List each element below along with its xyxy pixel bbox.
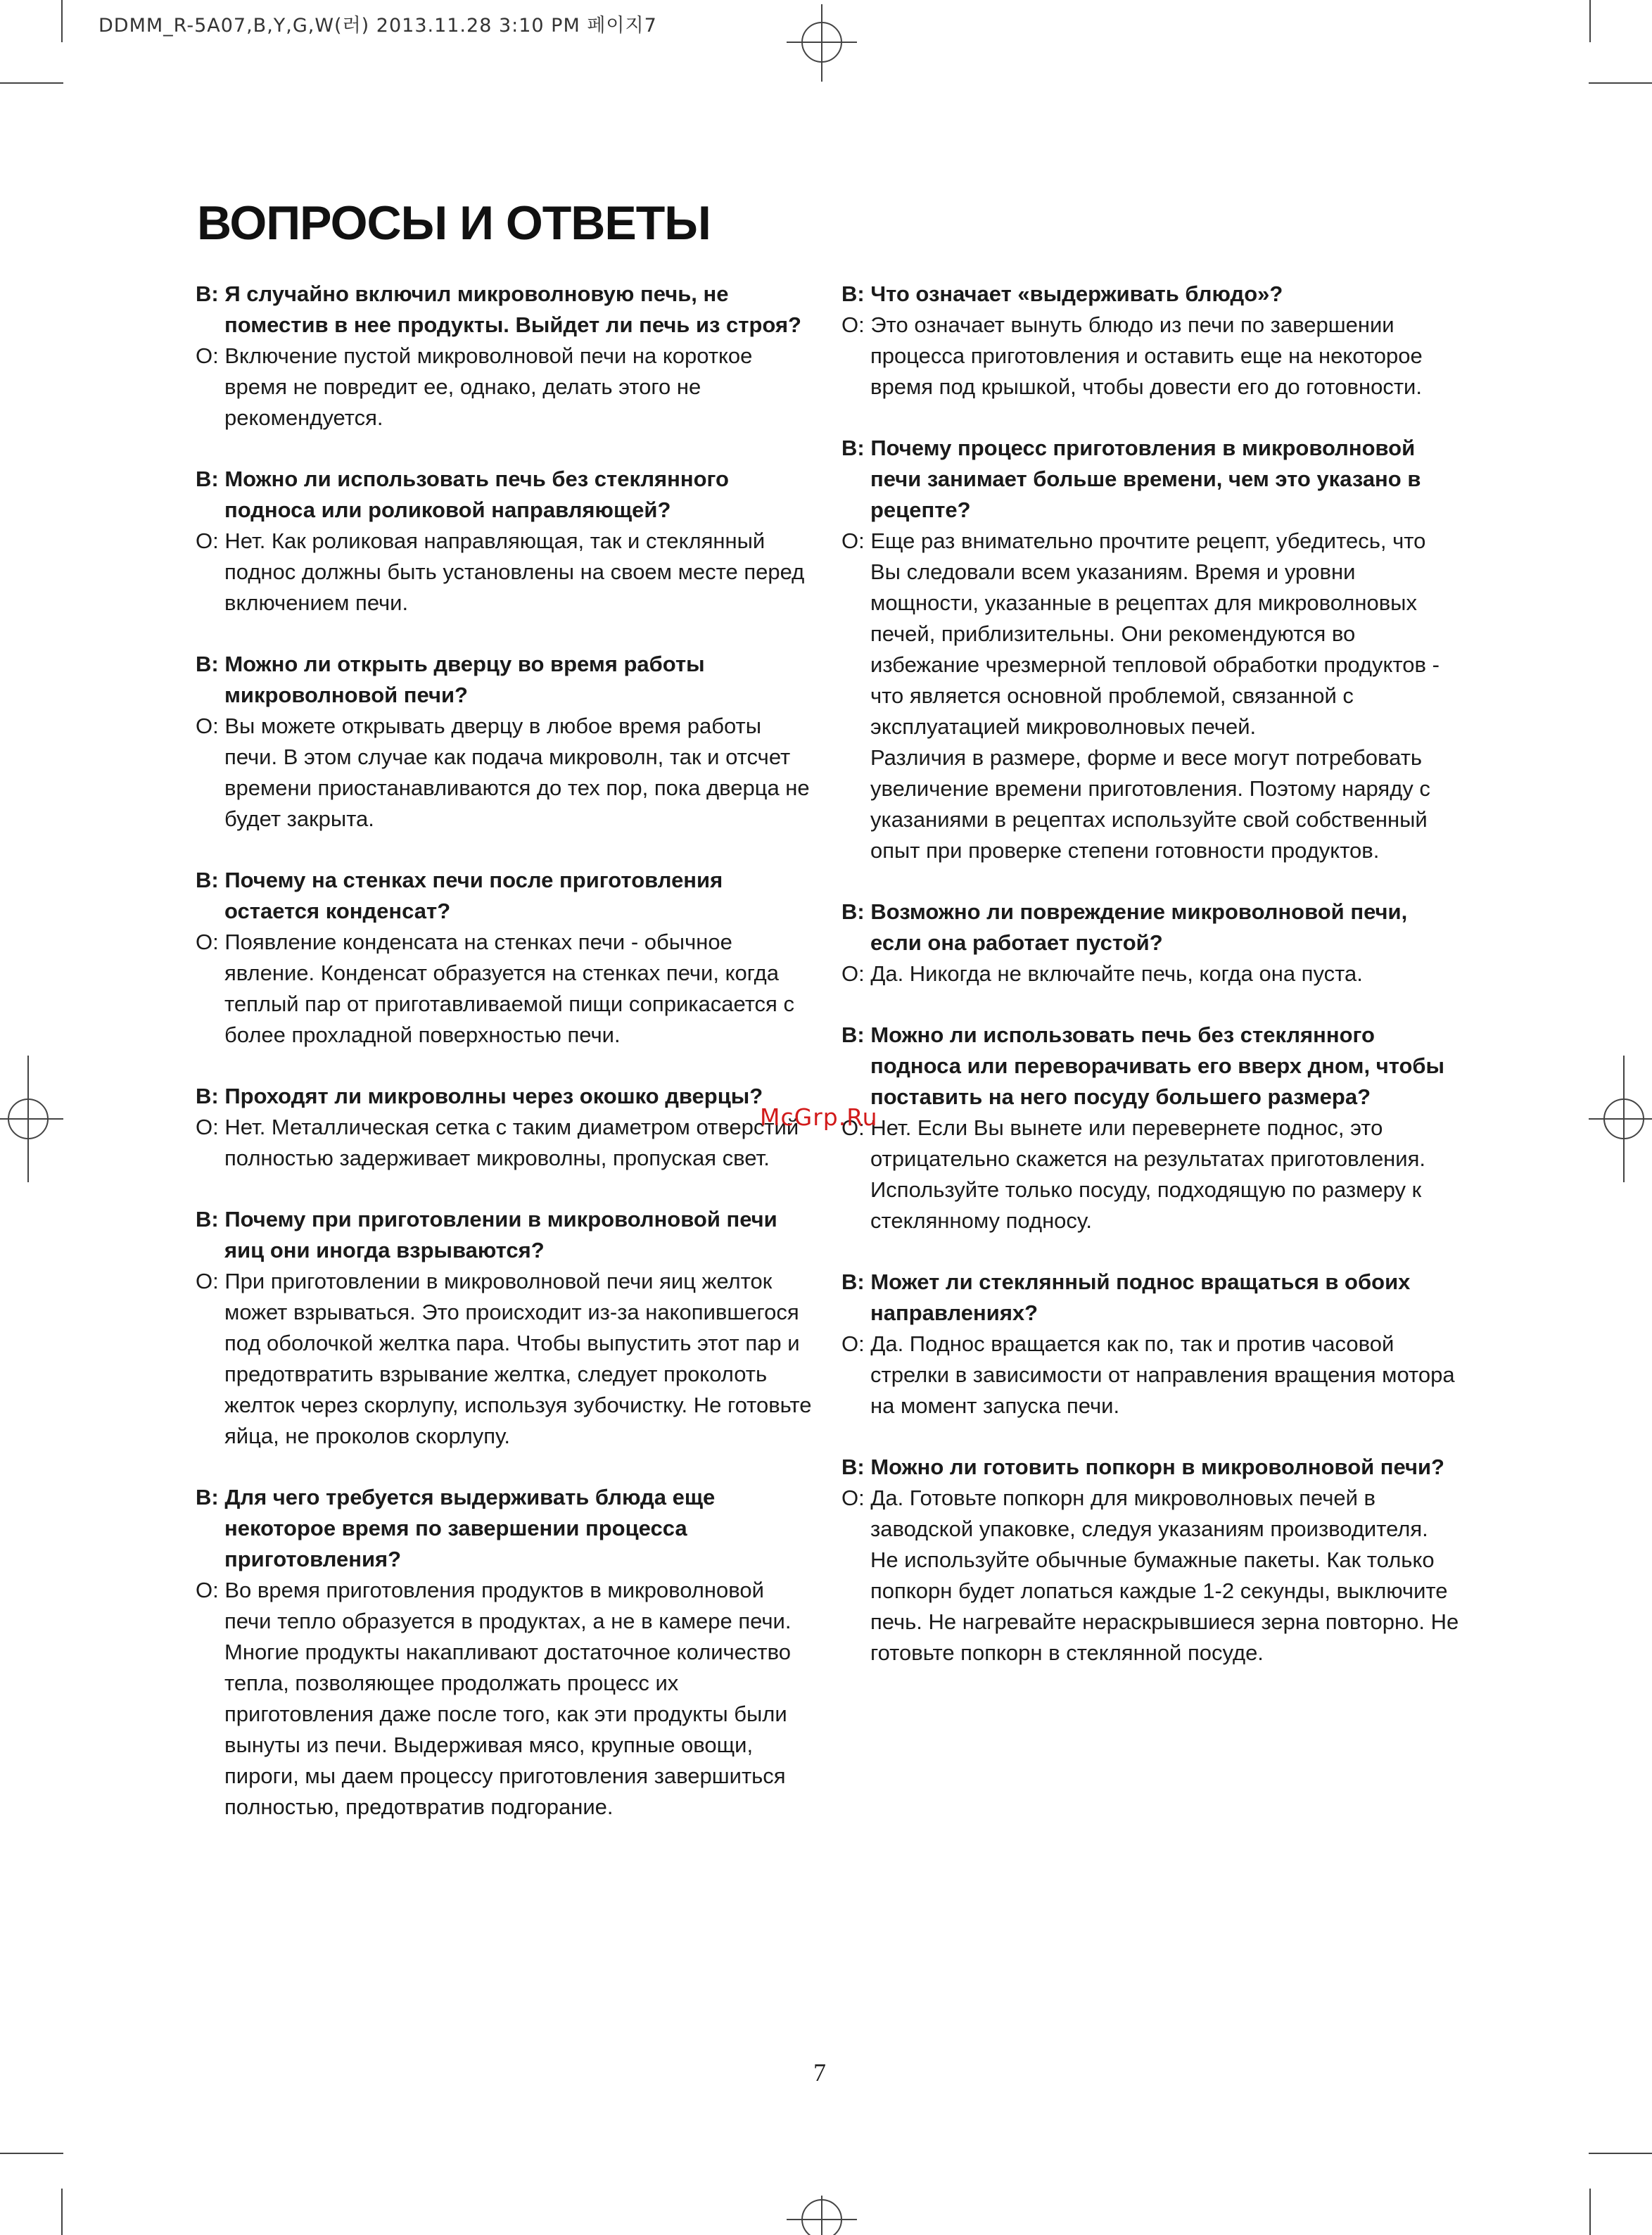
question: В: Почему при приготовлении в микроволновой печи яиц они иногда взрываются? xyxy=(196,1207,777,1262)
answer: О: Появление конденсата на стенках печи - обычное явление. Конденсат образуется на стенках печи, когда теплый пар от приготавливаемой пищи соприкасается с более прохладной поверхностью печи. xyxy=(196,930,794,1047)
answer: О: Вы можете открывать дверцу в любое время работы печи. В этом случае как подача микроволн, так и отсчет времени приостанавливаются до тех пор, пока дверца не будет закрыта. xyxy=(196,714,810,831)
question: В: Может ли стеклянный поднос вращаться в обоих направлениях? xyxy=(841,1270,1411,1325)
question: В: Почему на стенках печи после приготовления остается конденсат? xyxy=(196,868,723,923)
answer: О: Да. Никогда не включайте печь, когда она пуста. xyxy=(841,961,1363,986)
answer: О: Нет. Как роликовая направляющая, так и стеклянный поднос должны быть установлены на своем месте перед включением печи. xyxy=(196,528,805,615)
bottom-registration-mark xyxy=(787,2196,857,2235)
answer: О: Это означает вынуть блюдо из печи по завершении процесса приготовления и оставить еще на некоторое время под крышкой, чтобы довести его до готовности. xyxy=(841,312,1423,399)
top-right-crop-mark xyxy=(1582,0,1652,91)
bottom-left-crop-mark xyxy=(0,2146,70,2235)
qa-item xyxy=(841,897,1461,989)
top-registration-mark xyxy=(787,4,857,82)
answer: О: Во время приготовления продуктов в микроволновой печи тепло образуется в продуктах, а не в камере печи. Многие продукты накапливают достаточное количество тепла, позволяющее продолжать процесс их приготовления даже после того, как эти продукты были вынуты из печи. Выдерживая мясо, крупные овощи, пироги, мы даем процессу приготовления завершиться полностью, предотвратив подгорание. xyxy=(196,1578,792,1819)
question: В: Можно ли готовить попкорн в микроволновой печи? xyxy=(841,1455,1444,1479)
answer: О: Да. Поднос вращается как по, так и против часовой стрелки в зависимости от направления вращения мотора на момент запуска печи. xyxy=(841,1331,1455,1418)
answer: О: Еще раз внимательно прочтите рецепт, убедитесь, что Вы следовали всем указаниям. Время и уровни мощности, указанные в рецептах для микроволновых печей, приблизительны. Они рекомендуются во избежание чрезмерной тепловой обработки продуктов - что является основной проблемой, связанной с эксплуатацией микроволновых печей. xyxy=(841,528,1440,739)
page-number: 7 xyxy=(813,2058,826,2087)
question: В: Возможно ли повреждение микроволновой печи, если она работает пустой? xyxy=(841,899,1408,955)
qa-item xyxy=(196,1204,815,1452)
qa-item xyxy=(841,433,1461,866)
print-header: DDMM_R-5A07,B,Y,G,W(러) 2013.11.28 3:10 PM 페이지7 xyxy=(99,15,657,37)
watermark: McGrp.Ru xyxy=(760,1103,878,1131)
qa-item xyxy=(196,1081,815,1174)
left-column xyxy=(196,279,815,1853)
qa-item xyxy=(841,1267,1461,1422)
question: В: Почему процесс приготовления в микроволновой печи занимает больше времени, чем это указано в рецепте? xyxy=(841,436,1421,522)
question: В: Можно ли открыть дверцу во время работы микроволновой печи? xyxy=(196,652,705,707)
qa-item xyxy=(196,279,815,433)
question: В: Можно ли использовать печь без стеклянного подноса или переворачивать его вверх дном, чтобы поставить на него посуду большего размера? xyxy=(841,1022,1445,1109)
qa-item xyxy=(196,865,815,1051)
top-left-crop-mark xyxy=(0,0,70,91)
question: В: Проходят ли микроволны через окошко дверцы? xyxy=(196,1084,763,1108)
qa-item xyxy=(196,1482,815,1823)
bottom-right-crop-mark xyxy=(1582,2146,1652,2235)
right-registration-mark xyxy=(1589,1056,1652,1182)
answer: О: Включение пустой микроволновой печи на короткое время не повредит ее, однако, делать этого не рекомендуется. xyxy=(196,343,753,430)
right-column xyxy=(841,279,1461,1699)
question: В: Что означает «выдерживать блюдо»? xyxy=(841,281,1283,306)
qa-item xyxy=(841,1020,1461,1236)
question: В: Можно ли использовать печь без стеклянного подноса или роликовой направляющей? xyxy=(196,467,729,522)
left-registration-mark xyxy=(0,1056,63,1182)
answer: О: Да. Готовьте попкорн для микроволновых печей в заводской упаковке, следуя указаниям производителя. Не используйте обычные бумажные пакеты. Как только попкорн будет лопаться каждые 1-2 секунды, выключите печь. Не нагревайте нераскрывшиеся зерна повторно. Не готовьте попкорн в стеклянной посуде. xyxy=(841,1486,1459,1665)
answer: О: Нет. Металлическая сетка с таким диаметром отверстий полностью задерживает микроволны, пропуская свет. xyxy=(196,1115,799,1170)
qa-item xyxy=(841,279,1461,403)
answer-continuation: Различия в размере, форме и весе могут потребовать увеличение времени приготовления. Поэтому наряду с указаниями в рецептах используйте свой собственный опыт при проверке степени готовности продуктов. xyxy=(870,745,1430,863)
qa-item xyxy=(841,1452,1461,1669)
answer: О: При приготовлении в микроволновой печи яиц желток может взрываться. Это происходит из-за накопившегося под оболочкой желтка пара. Чтобы выпустить этот пар и предотвратить взрывание желтка, следует проколоть желток через скорлупу, используя зубочистку. Не готовьте яйца, не проколов скорлупу. xyxy=(196,1269,812,1448)
page-title: ВОПРОСЫ И ОТВЕТЫ xyxy=(197,196,711,250)
question: В: Для чего требуется выдерживать блюда еще некоторое время по завершении процесса приготовления? xyxy=(196,1485,716,1571)
qa-item xyxy=(196,464,815,619)
question: В: Я случайно включил микроволновую печь, не поместив в нее продукты. Выйдет ли печь из строя? xyxy=(196,281,801,337)
qa-item xyxy=(196,649,815,835)
answer: О: Нет. Если Вы вынете или перевернете поднос, это отрицательно скажется на результатах приготовления. Используйте только посуду, подходящую по размеру к стеклянному подносу. xyxy=(841,1115,1426,1233)
